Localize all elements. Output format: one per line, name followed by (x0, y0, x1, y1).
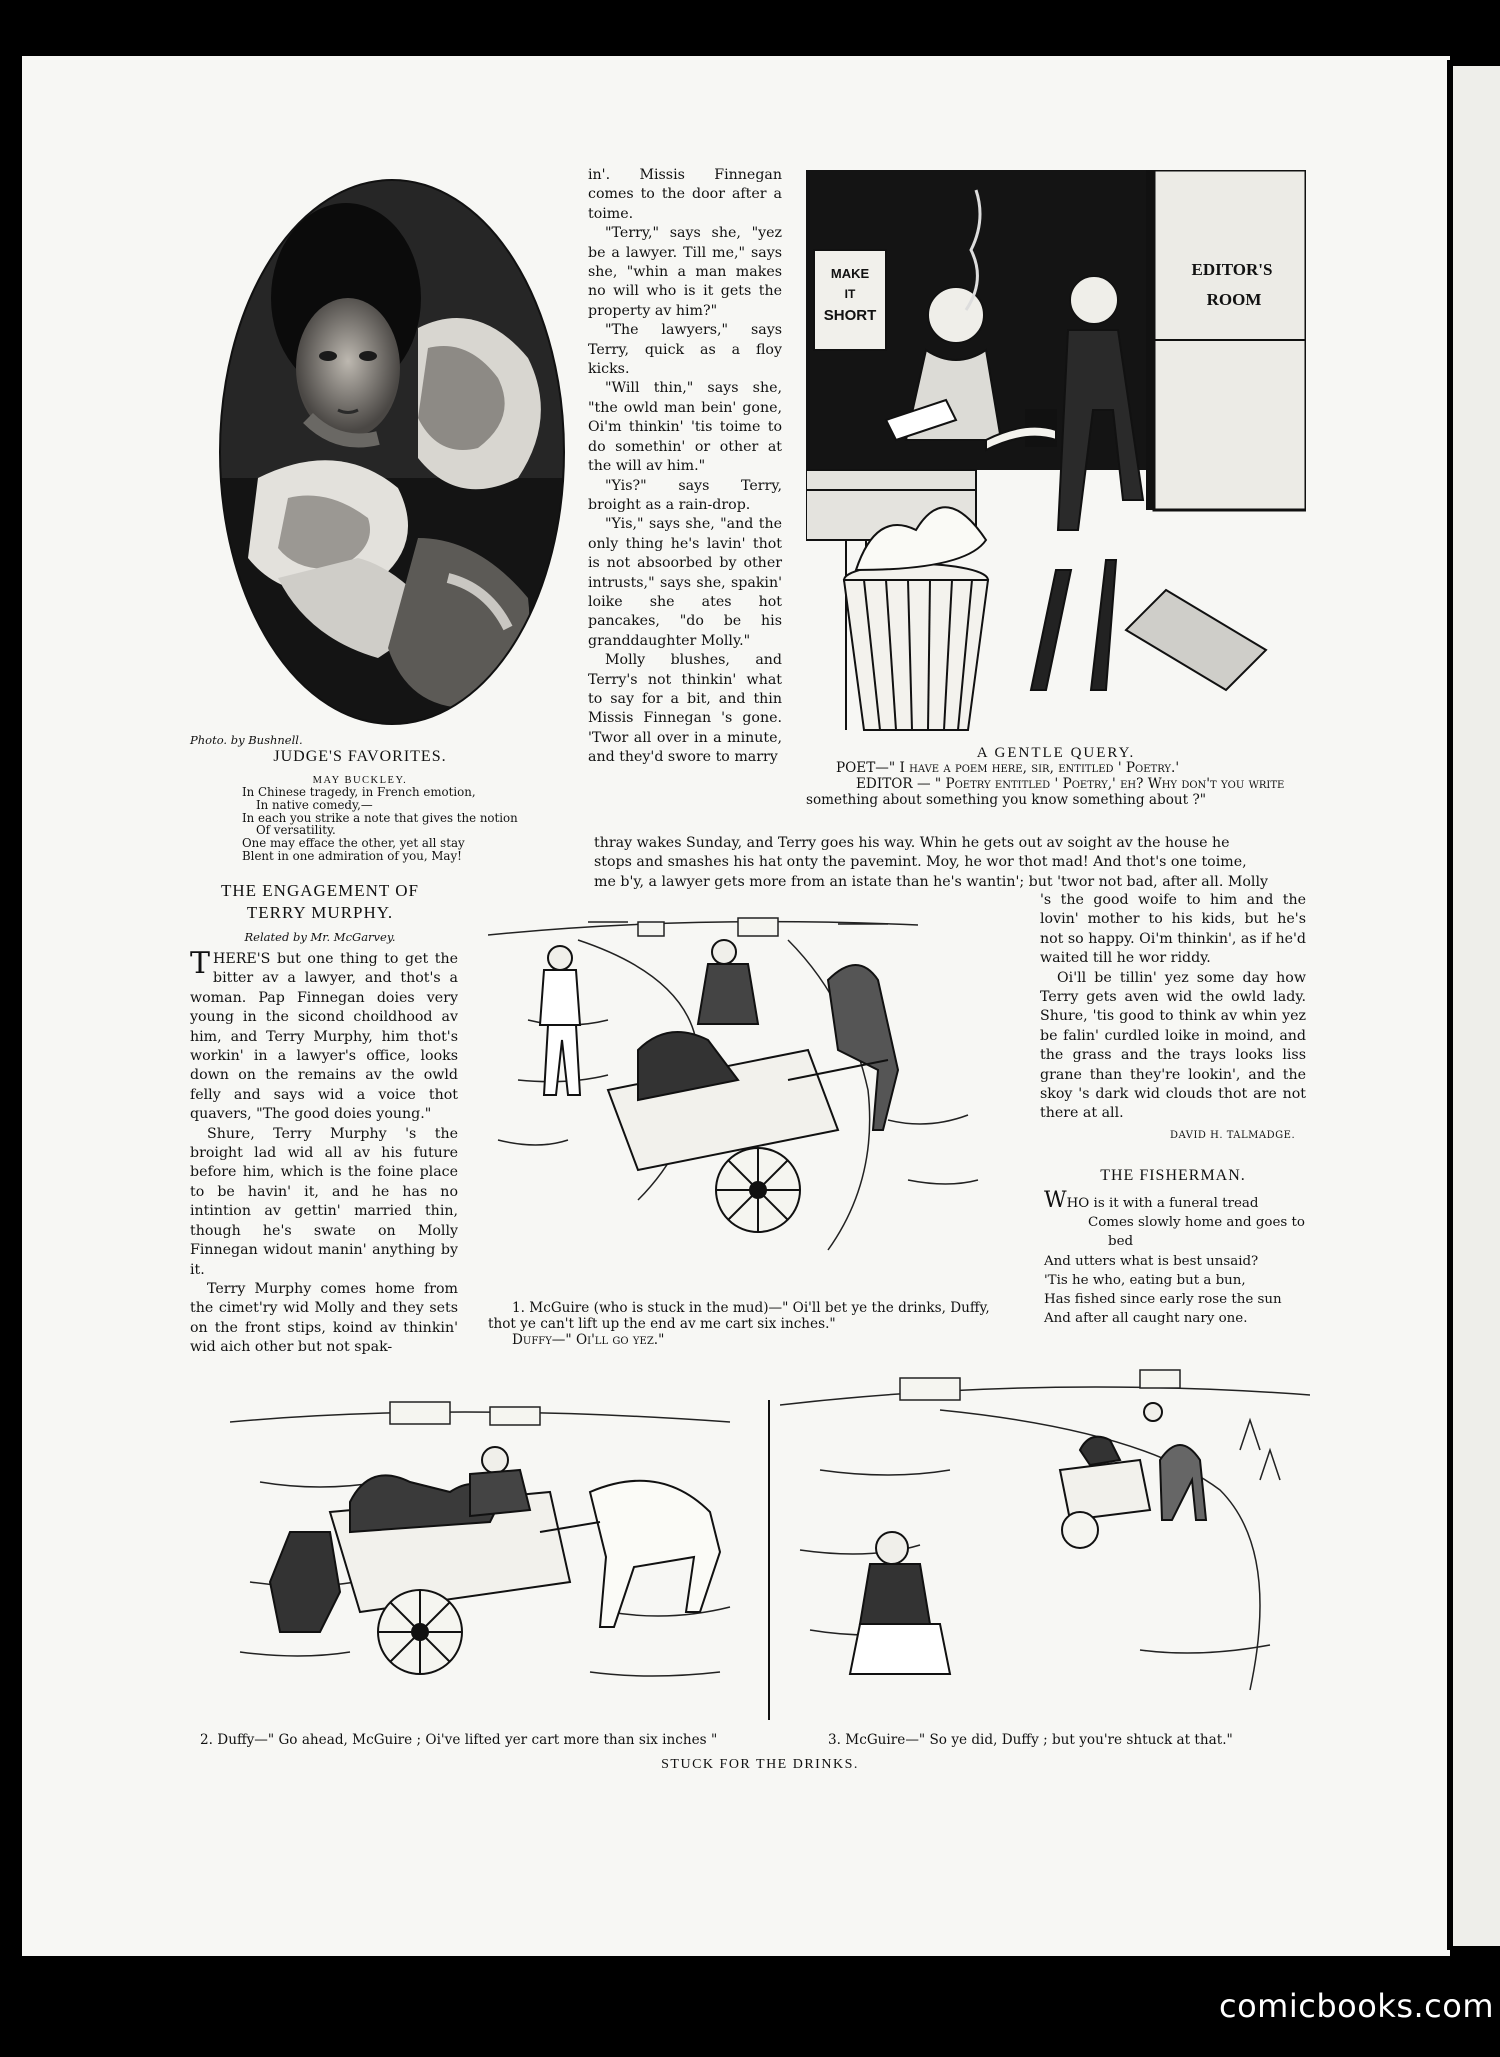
poem-line: Blent in one admiration of you, May! (242, 848, 462, 863)
story-column-middle (588, 166, 782, 768)
story-title-line: THE ENGAGEMENT OF (220, 881, 419, 900)
cart-panel-3-scene (850, 1403, 1206, 1674)
sign-word: MAKE (830, 266, 870, 281)
feature-subject: MAY BUCKLEY. (312, 775, 408, 786)
caption-line: thot ye can't lift up the end av me cart six inches." (488, 1316, 836, 1332)
story-title-line: TERRY MURPHY. (246, 903, 394, 922)
dropcap: W (1044, 1188, 1067, 1213)
caption-line: 1. McGuire (who is stuck in the mud)—" Oi'll bet ye the drinks, Duffy, (512, 1300, 990, 1316)
story-paragraph: Oi'll be tillin' yez some day how Terry gets aven wid the owld lady. Shure, 'tis good to think av whin yez be falin' curdled loike in moind, and the grass and the trays looks liss grane than they're lookin', and the skoy 's dark wid clouds thot are not there at all. (1040, 969, 1306, 1122)
story-paragraph: "Yis?" says Terry, broight as a rain-drop. (588, 477, 782, 513)
poem-line: Comes slowly home and goes to (1088, 1215, 1305, 1231)
cart-panel-1-caption (488, 1300, 1048, 1348)
story-column-left (190, 946, 458, 1358)
story-paragraph: in'. Missis Finnegan comes to the door after a toime. (588, 167, 782, 222)
poem-line: In native comedy,— (256, 797, 373, 812)
cart-panel-3-caption: 3. McGuire—" So ye did, Duffy ; but you're shtuck at that." (828, 1732, 1233, 1748)
dropcap: T (190, 946, 211, 981)
story-paragraph: THERE'S but one thing to get the bitter av a lawyer, and thot's a woman. Pap Finnegan doies very young in the sicond choildhood av him, and Terry Murphy, him thot's workin' in a lawyer's office, looks down on the remains av the owld felly and says wid a voice thot quavers, "The good doies young." (190, 946, 458, 1123)
duffy-figure (540, 946, 580, 1095)
adjacent-page-edge (1453, 66, 1500, 1946)
mcguire-cart (608, 940, 898, 1232)
story-paragraph: Shure, Terry Murphy 's the broight lad wid all av his future before him, which is the foine place to be havin' it, and he has no intintion av gettin' married thin, though he's swate on Molly Finnegan widout manin' anything by it. (190, 1125, 458, 1278)
cart-panel-2-illustration (230, 1382, 760, 1712)
story-wide-lines (594, 834, 1304, 892)
poem-line: In each you strike a note that gives the notion (242, 810, 518, 825)
caption-line: EDITOR — " Poetry entitled ' Poetry,' eh? Why don't you write (856, 776, 1285, 792)
caption-line: Duffy—" Oi'll go yez." (512, 1332, 665, 1348)
feature-title: JUDGE'S FAVORITES. (273, 748, 447, 765)
caption-line: something about something you know something about ?" (806, 792, 1206, 808)
story-line: me b'y, a lawyer gets more from an istate than he's wantin'; but 'twor not bad, after all. Molly (594, 873, 1269, 890)
story-title (186, 880, 454, 924)
panel-divider (768, 1400, 770, 1720)
cart-series-title: STUCK FOR THE DRINKS. (661, 1757, 859, 1772)
poem-title: THE FISHERMAN. (1100, 1167, 1246, 1184)
story-paragraph: "Terry," says she, "yez be a lawyer. Till me," says she, "whin a man makes no will who is it gets the property av him?" (588, 225, 782, 319)
story-paragraph: Molly blushes, and Terry's not thinkin' what to say for a bit, and thin Missis Finnegan 's gone. 'Twor all over in a minute, and they'd swore to marry (588, 652, 782, 766)
watermark: comicbooks.com (1219, 1987, 1495, 2025)
poem-line: One may efface the other, yet all stay (242, 836, 465, 851)
story-paragraph: "Yis," says she, "and the only thing he's lavin' thot is not absoorbed by other intrusts," says she, spakin' loike she ates hot pancakes, "do be his granddaughter Molly." (588, 516, 782, 649)
cartoon-editor-illustration (806, 170, 1306, 740)
door-word: EDITOR'S (1191, 260, 1273, 279)
sign-word: IT (844, 287, 856, 301)
story-paragraph: "The lawyers," says Terry, quick as a floy kicks. (588, 322, 782, 378)
cart-panel-1-illustration (488, 900, 1028, 1295)
story-author: DAVID H. TALMADGE. (1170, 1130, 1296, 1141)
photo-credit: Photo. by Bushnell. (190, 733, 303, 747)
door-word: ROOM (1206, 290, 1262, 309)
cartoon-editor-caption (806, 760, 1306, 808)
sign-word: SHORT (823, 307, 877, 324)
favorites-poem (242, 786, 542, 863)
poem-line: And after all caught nary one. (1044, 1311, 1248, 1327)
story-line: stops and smashes his hat onty the pavemint. Moy, he wor thot mad! And thot's one toime, (594, 854, 1247, 871)
story-line: thray wakes Sunday, and Terry goes his way. Whin he gets out av soight av the house he (594, 835, 1230, 851)
story-paragraph: "Will thin," says she, "the owld man bein' gone, Oi'm thinkin' 'tis toime to do somethin' or other at the will av him." (588, 380, 782, 475)
poem-line: Has fished since early rose the sun (1044, 1292, 1282, 1308)
fisherman-poem (1044, 1188, 1314, 1328)
make-it-short-sign (814, 250, 886, 350)
story-paragraph: Terry Murphy comes home from the cimet'ry wid Molly and they sets on the front stips, koind av thinkin' wid aich other but not spak- (190, 1280, 458, 1356)
portrait-photo (218, 178, 566, 726)
poem-line: WHO is it with a funeral tread (1044, 1188, 1259, 1213)
cartoon-editor-title: A GENTLE QUERY. (976, 745, 1136, 761)
cart-panel-2-caption: 2. Duffy—" Go ahead, McGuire ; Oi've lifted yer cart more than six inches " (200, 1732, 718, 1748)
story-column-right (1040, 891, 1306, 1124)
poem-line: 'Tis he who, eating but a bun, (1044, 1272, 1246, 1288)
story-byline: Related by Mr. McGarvey. (244, 930, 396, 944)
caption-line: POET—" I have a poem here, sir, entitled ' Poetry.' (836, 760, 1180, 776)
cart-panel-3-illustration (780, 1350, 1310, 1720)
poem-line: Of versatility. (256, 823, 336, 838)
poem-line: bed (1108, 1234, 1134, 1250)
poem-line: In Chinese tragedy, in French emotion, (242, 785, 476, 799)
story-paragraph: 's the good woife to him and the lovin' mother to his kids, but he's not so happy. Oi'm thinkin', as if he'd waited till he wor riddy. (1040, 892, 1306, 967)
poem-line: And utters what is best unsaid? (1044, 1253, 1259, 1269)
cart-panel-2-scene (270, 1447, 720, 1674)
